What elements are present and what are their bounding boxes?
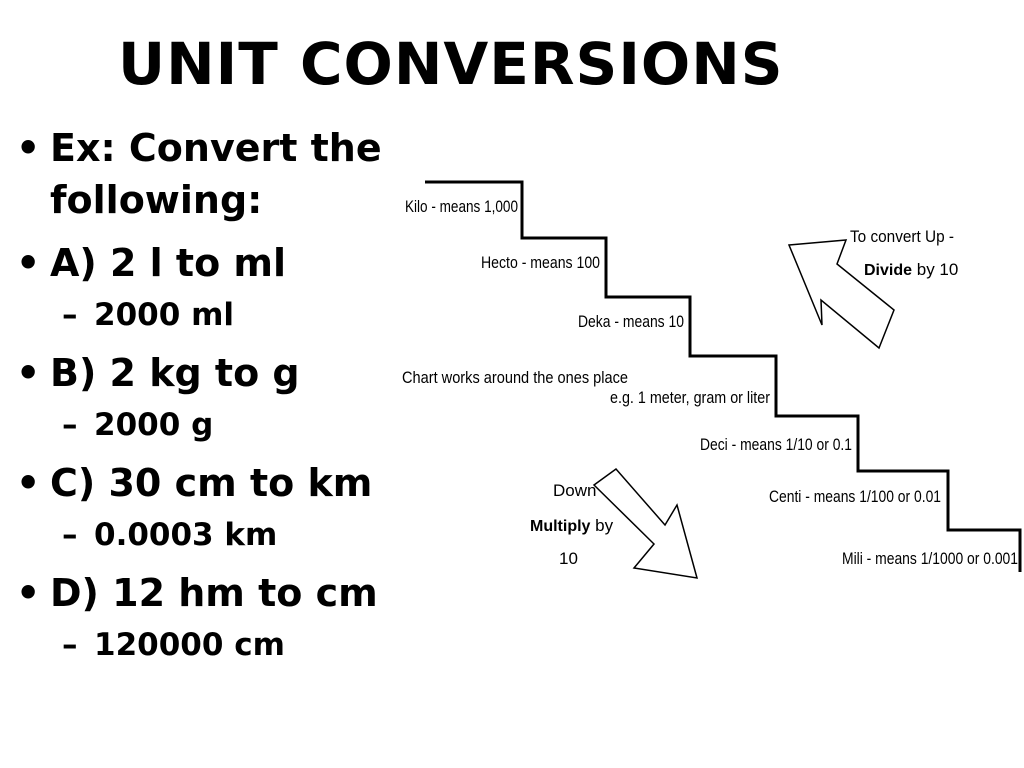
divide-by-text: by 10 (912, 260, 959, 279)
multiply-factor: 10 (559, 549, 578, 568)
bullet-question-a: • A) 2 l to ml (16, 238, 416, 288)
step-label-centi: Centi - means 1/100 or 0.01 (769, 487, 941, 506)
ones-place-note: Chart works around the ones place (402, 368, 628, 387)
up-arrow-icon (789, 240, 894, 348)
step-label-hecto: Hecto - means 100 (481, 253, 600, 272)
divide-note (864, 260, 958, 279)
multiply-word: Multiply (530, 518, 591, 535)
bullet-intro: • Ex: Convert the following: (16, 122, 416, 226)
step-label-deka: Deka - means 10 (578, 312, 684, 331)
step-label-kilo: Kilo - means 1,000 (405, 197, 518, 216)
bullet-answer-d: – 120000 cm (16, 624, 416, 666)
step-label-milli: Mili - means 1/1000 or 0.001 (842, 549, 1018, 568)
convert-up-note: To convert Up - (850, 227, 954, 246)
bullet-question-b: • B) 2 kg to g (16, 348, 416, 398)
multiply-note (530, 516, 614, 535)
bullet-answer-a: – 2000 ml (16, 294, 416, 336)
bullet-question-d: • D) 12 hm to cm (16, 568, 416, 618)
down-note: Down (553, 481, 597, 500)
ones-place-example: e.g. 1 meter, gram or liter (610, 388, 771, 407)
bullet-answer-c: – 0.0003 km (16, 514, 416, 556)
bullet-question-c: • C) 30 cm to km (16, 458, 416, 508)
bullet-answer-b: – 2000 g (16, 404, 416, 446)
multiply-by-text: by (590, 516, 614, 535)
divide-word: Divide (864, 262, 913, 279)
step-label-deci: Deci - means 1/10 or 0.1 (700, 435, 852, 454)
slide-title: UNIT CONVERSIONS (118, 30, 784, 98)
